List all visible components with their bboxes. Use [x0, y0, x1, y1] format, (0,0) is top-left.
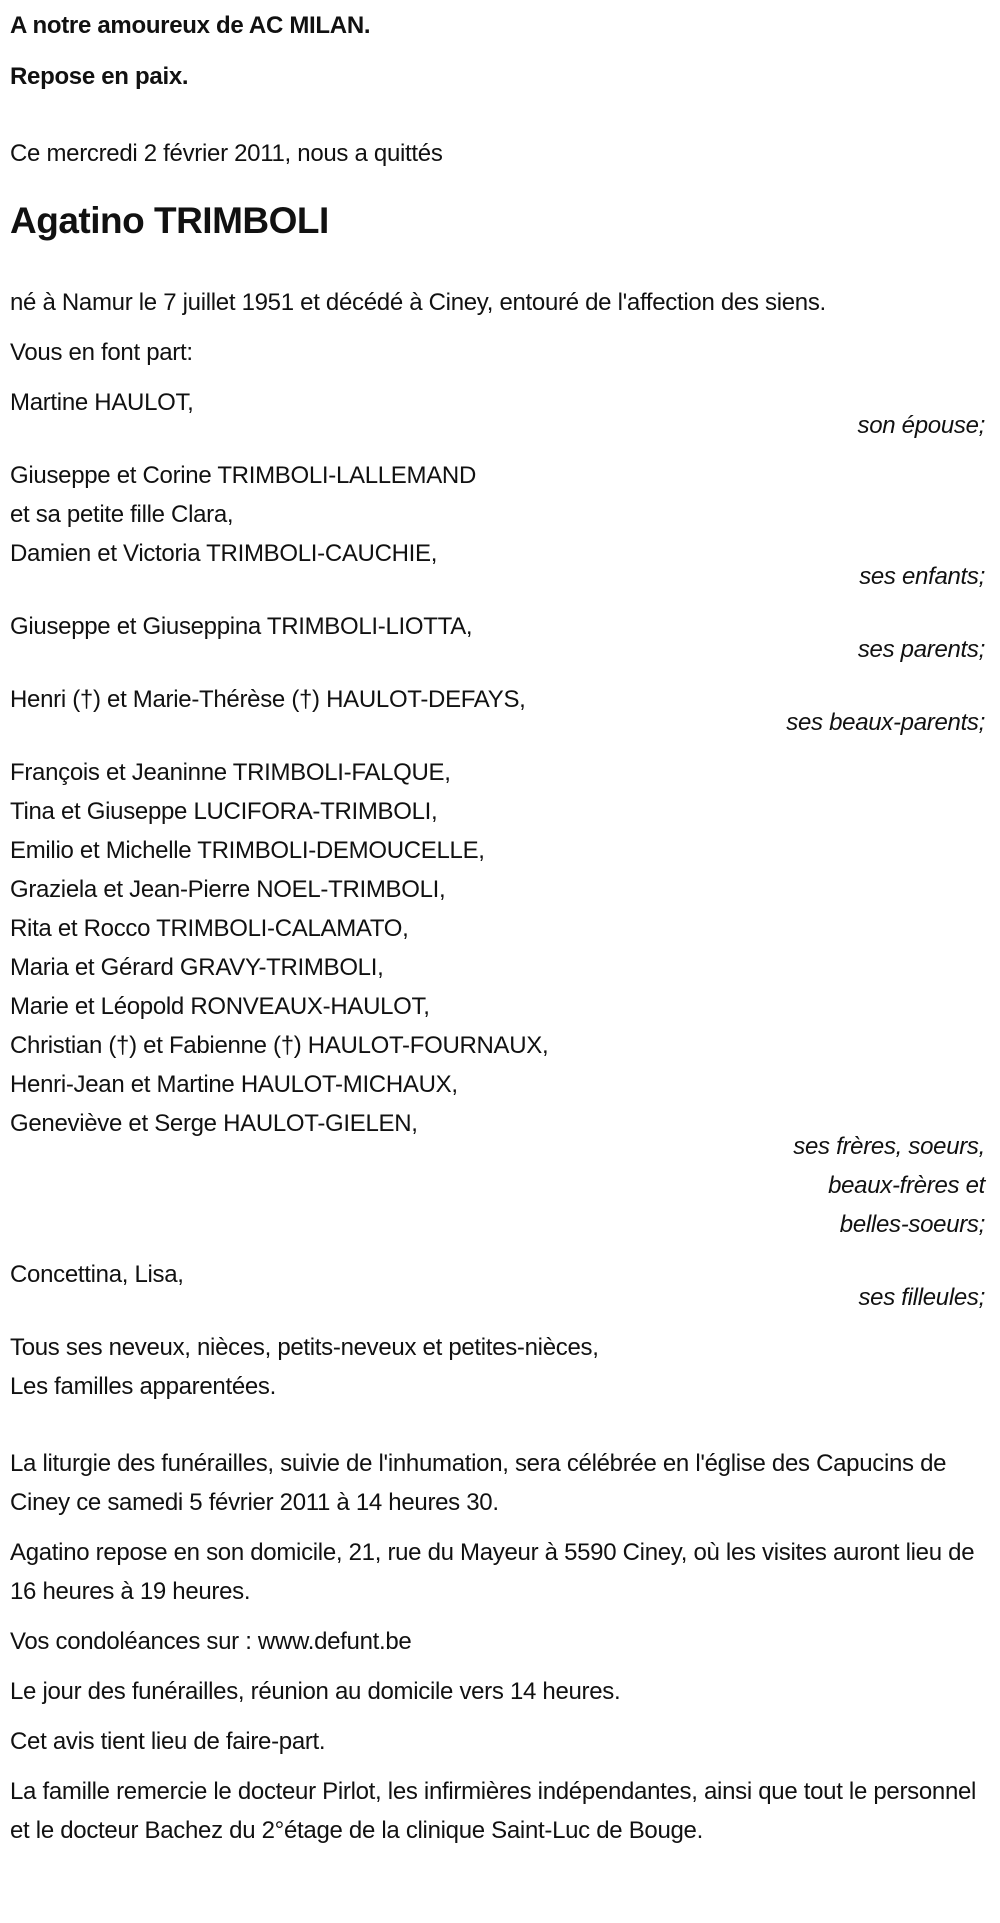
family-list: [10, 383, 985, 1317]
announce-text: Vous en font part:: [10, 339, 193, 366]
intro-text: Ce mercredi 2 février 2011, nous a quittés: [10, 140, 443, 167]
family-group: [10, 607, 985, 669]
family-member-name: Graziela et Jean-Pierre NOEL-TRIMBOLI,: [10, 876, 446, 903]
funeral-details: La liturgie des funérailles, suivie de l'inhumation, sera célébrée en l'église des Capucins de Ciney ce samedi 5 février 2011 à 14 heures 30.: [10, 1450, 947, 1516]
family-member-name: Christian (†) et Fabienne (†) HAULOT-FOURNAUX,: [10, 1032, 549, 1059]
relationship-line: belles-soeurs;: [839, 1211, 985, 1238]
relationship-line: ses beaux-parents;: [786, 709, 985, 736]
deceased-name: Agatino TRIMBOLI: [10, 200, 329, 241]
condolences-link-text: Vos condoléances sur : www.defunt.be: [10, 1628, 412, 1655]
meeting-details: Le jour des funérailles, réunion au domicile vers 14 heures.: [10, 1678, 621, 1705]
family-group: [10, 753, 985, 1244]
family-member-name: Tina et Giuseppe LUCIFORA-TRIMBOLI,: [10, 798, 438, 825]
relationship-line: ses filleules;: [858, 1284, 985, 1311]
others-text: [10, 1328, 985, 1406]
family-member-name: Henri-Jean et Martine HAULOT-MICHAUX,: [10, 1071, 458, 1098]
visit-details: Agatino repose en son domicile, 21, rue du Mayeur à 5590 Ciney, où les visites auront lieu de 16 heures à 19 heures.: [10, 1539, 975, 1605]
family-member-name: Rita et Rocco TRIMBOLI-CALAMATO,: [10, 915, 409, 942]
family-group: [10, 456, 985, 596]
family-member-name: Marie et Léopold RONVEAUX-HAULOT,: [10, 993, 430, 1020]
relationship-line: ses frères, soeurs,: [793, 1133, 985, 1160]
dedication-line: A notre amoureux de AC MILAN.: [10, 12, 371, 39]
relationship-label: [10, 1127, 985, 1244]
family-group: [10, 1255, 985, 1317]
family-member-name: Giuseppe et Corine TRIMBOLI-LALLEMAND: [10, 462, 476, 489]
family-member-name: François et Jeaninne TRIMBOLI-FALQUE,: [10, 759, 451, 786]
relationship-line: ses parents;: [857, 636, 985, 663]
family-member-name: Concettina, Lisa,: [10, 1261, 184, 1288]
rest-in-peace-line: Repose en paix.: [10, 63, 189, 90]
notice-statement: Cet avis tient lieu de faire-part.: [10, 1728, 326, 1755]
family-member-name: Damien et Victoria TRIMBOLI-CAUCHIE,: [10, 540, 438, 567]
relatives-line: Les familles apparentées.: [10, 1373, 276, 1400]
relationship-line: son épouse;: [857, 412, 985, 439]
relatives-line: Tous ses neveux, nièces, petits-neveux et petites-nièces,: [10, 1334, 599, 1361]
family-member-name: Giuseppe et Giuseppina TRIMBOLI-LIOTTA,: [10, 613, 473, 640]
family-group: [10, 680, 985, 742]
family-member-name: Maria et Gérard GRAVY-TRIMBOLI,: [10, 954, 384, 981]
thanks-text: La famille remercie le docteur Pirlot, les infirmières indépendantes, ainsi que tout le personnel et le docteur Bachez du 2°étage de la clinique Saint-Luc de Bouge.: [10, 1778, 977, 1844]
family-group: [10, 383, 985, 445]
family-member-name: Henri (†) et Marie-Thérèse (†) HAULOT-DEFAYS,: [10, 686, 526, 713]
family-member-name: et sa petite fille Clara,: [10, 501, 234, 528]
family-member-name: Geneviève et Serge HAULOT-GIELEN,: [10, 1110, 418, 1137]
birth-death-text: né à Namur le 7 juillet 1951 et décédé à Ciney, entouré de l'affection des siens.: [10, 289, 826, 316]
relationship-line: ses enfants;: [859, 563, 985, 590]
family-member-name: Emilio et Michelle TRIMBOLI-DEMOUCELLE,: [10, 837, 485, 864]
family-member-name: Martine HAULOT,: [10, 389, 194, 416]
relationship-line: beaux-frères et: [828, 1172, 985, 1199]
